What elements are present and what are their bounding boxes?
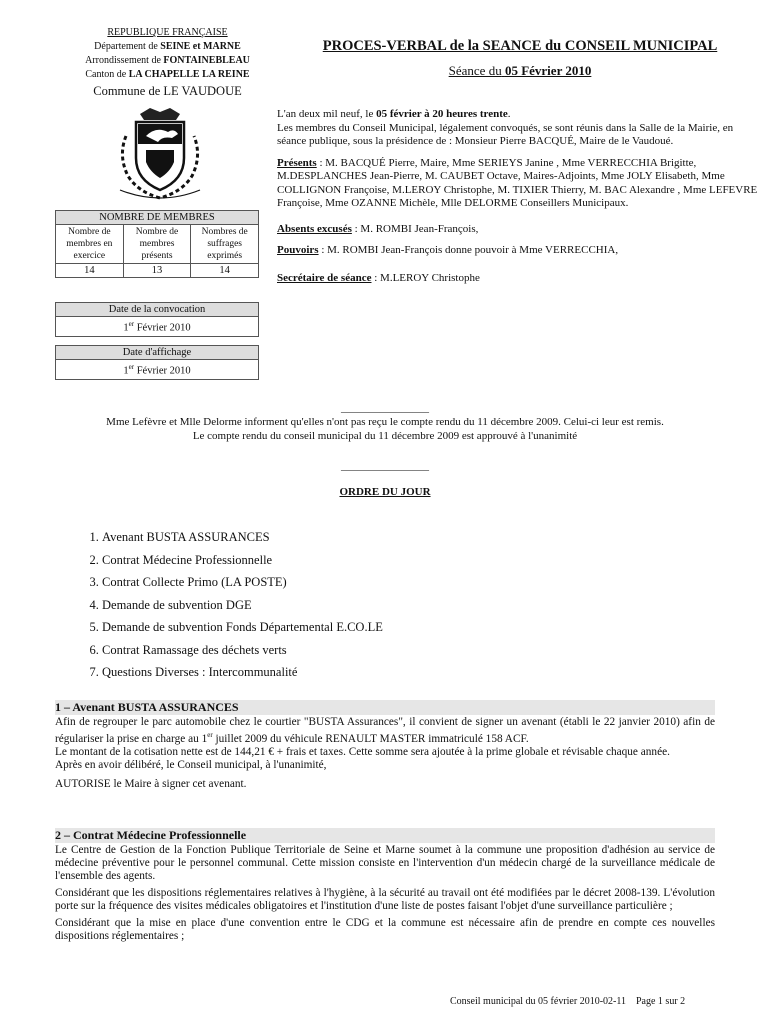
section-2-p3: Considérant que la mise en place d'une convention entre le CDG et la commune est nécessaire afin de prendre en compte ces nouvelles dispositions réglementaires ;: [55, 917, 715, 942]
pouvoirs-paragraph: [277, 244, 762, 258]
intro-line1-b: 05 février à 20 heures trente: [376, 108, 508, 120]
agenda-item: 5. Demande de subvention Fonds Départemental E.CO.LE: [102, 620, 383, 643]
members-val-suffrages: 14: [219, 265, 230, 276]
agenda-item: 7. Questions Diverses : Intercommunalité: [102, 665, 383, 688]
convocation-box: [55, 302, 259, 337]
footer-page-number: Page 1 sur 2: [635, 996, 686, 1007]
canton-label: Canton de: [85, 69, 127, 80]
section-2-p2: Considérant que les dispositions réglementaires relatives à l'hygiène, à la sécurité au travail ont été modifiées par le décret 2008-139. L'évolution porte sur la fréquence des visites médicales obligatoires et l'institution d'une liste de postes faisant l'objet d'une surveillance particulière ;: [55, 887, 715, 912]
commune-value: LE VAUDOUE: [163, 84, 242, 98]
pouvoirs-label: Pouvoirs: [277, 244, 319, 256]
commune-header: [55, 26, 280, 98]
section-avenant-busta: [55, 700, 715, 795]
section-2-p1: Le Centre de Gestion de la Fonction Publique Territoriale de Seine et Marne soumet à la commune une proposition d'adhésion au service de médecine préventive pour le personnel communal. Cette mission consiste en l'intervention d'un médecin chargé de la surveillance médicale de l'ensemble des agents.: [55, 844, 715, 882]
absents-list: : M. ROMBI Jean-François,: [351, 222, 479, 235]
presents-paragraph: [277, 157, 762, 211]
affichage-sup: er: [128, 363, 135, 371]
convocation-rest: Février 2010: [136, 322, 191, 334]
section-1-p4: AUTORISE le Maire à signer cet avenant.: [55, 777, 247, 790]
separator-line-2: ________________: [341, 460, 429, 472]
agenda-item: 6. Contrat Ramassage des déchets verts: [102, 643, 383, 666]
canton-line: [55, 68, 280, 82]
departement-value: SEINE et MARNE: [160, 41, 241, 52]
separator-line: ________________: [341, 402, 429, 414]
secretaire-paragraph: [277, 272, 762, 286]
commune-label: Commune de: [93, 84, 161, 98]
members-val-presents: 13: [124, 264, 192, 277]
secretaire-label: Secrétaire de séance: [277, 271, 372, 284]
coat-of-arms-icon: [112, 106, 208, 204]
section-1-p1-a: Afin de regrouper le parc automobile chez le courtier "BUSTA Assurances", il convient de signer un avenant (établi le 22 janvier 2010) afin de régulariser la prise en charge au 1: [55, 716, 715, 745]
section-1-p3: Après en avoir délibéré, le Conseil municipal, à l'unanimité,: [55, 758, 327, 771]
page-title: PROCES-VERBAL de la SEANCE du CONSEIL MUNICIPAL: [322, 38, 718, 54]
members-table: [55, 210, 259, 278]
agenda-item: 3. Contrat Collecte Primo (LA POSTE): [102, 575, 383, 598]
agenda-item: 2. Contrat Médecine Professionnelle: [102, 553, 383, 576]
footer-left: Conseil municipal du 05 février 2010-02-11: [450, 996, 626, 1007]
seance-date: [290, 63, 750, 79]
arrondissement-line: [55, 54, 280, 68]
secretaire-text: : M.LEROY Christophe: [371, 271, 480, 284]
members-col-exercice: Nombre de membres en exercice: [56, 225, 124, 263]
convocation-sup: er: [128, 320, 135, 328]
seance-date-value: 05 Février 2010: [504, 63, 592, 78]
convocation-date: [56, 317, 258, 336]
ordre-du-jour-heading: ORDRE DU JOUR: [339, 486, 431, 498]
section-medecine-professionnelle: [55, 828, 715, 947]
arrondissement-value: FONTAINEBLEAU: [163, 55, 250, 66]
absents-paragraph: [277, 223, 762, 237]
absents-label: Absents excusés: [277, 222, 352, 235]
compte-rendu-approval: Le compte rendu du conseil municipal du 11 décembre 2009 est approuvé à l'unanimité: [192, 430, 578, 442]
section-1-heading: 1 – Avenant BUSTA ASSURANCES: [55, 700, 715, 715]
seance-date-prefix: Séance du: [448, 63, 502, 78]
affichage-date: [56, 360, 258, 379]
convocation-heading: Date de la convocation: [56, 303, 258, 317]
section-1-p1-sup: er: [207, 731, 213, 739]
members-table-heading: NOMBRE DE MEMBRES: [56, 211, 258, 225]
presents-label: Présents: [277, 156, 317, 169]
presents-list: : M. BACQUÉ Pierre, Maire, Mme SERIEYS Janine , Mme VERRECCHIA Brigitte, M.DESPLANCHES Jean-Pierre, M. CAUBET Octave, Maires-Adjoints, Mme JOLY Elisabeth, Mme COLLIGNON Françoise, M.LEROY Christophe, M. TIXIER Thierry, M. BAC Alexandre , Mme LEFEVRE Françoise, Mme OZANNE Michèle, Mlle DELORME Conseillers Municipaux.: [277, 156, 758, 209]
commune-line: [55, 84, 280, 98]
compte-rendu-remark: Mme Lefèvre et Mlle Delorme informent qu'elles n'ont pas reçu le compte rendu du 11 décembre 2009. Celui-ci leur est remis.: [106, 416, 664, 428]
departement-line: [55, 40, 280, 54]
affichage-rest: Février 2010: [136, 365, 191, 377]
affichage-day: 1: [123, 365, 129, 377]
section-1-p1-b: juillet 2009 du véhicule RENAULT MASTER immatriculé 158 ACF.: [212, 732, 529, 745]
pouvoirs-text: : M. ROMBI Jean-François donne pouvoir à Mme VERRECCHIA,: [318, 244, 619, 256]
arrondissement-label: Arrondissement de: [85, 55, 161, 66]
page-footer: [450, 996, 685, 1007]
members-col-suffrages: Nombres de suffrages exprimés: [201, 227, 248, 261]
agenda-list: [70, 530, 383, 688]
intro-block: [277, 108, 762, 293]
departement-label: Département de: [94, 41, 158, 52]
agenda-item: 4. Demande de subvention DGE: [102, 598, 383, 621]
affichage-heading: Date d'affichage: [56, 346, 258, 360]
intro-line1-c: .: [507, 108, 511, 120]
intro-line1-a: L'an deux mil neuf, le: [277, 108, 374, 120]
section-1-p2: Le montant de la cotisation nette est de 144,21 € + frais et taxes. Cette somme sera ajoutée à la prime globale et révisable chaque année.: [55, 745, 670, 758]
affichage-box: [55, 345, 259, 380]
convocation-day: 1: [123, 322, 129, 334]
canton-value: LA CHAPELLE LA REINE: [128, 69, 250, 80]
intro-line2: Les membres du Conseil Municipal, légalement convoqués, se sont réunis dans la Salle de la Mairie, en séance publique, sous la présidence de : Monsieur Pierre BACQUÉ, Maire de le Vaudoué.: [277, 121, 734, 147]
section-2-heading: 2 – Contrat Médecine Professionnelle: [55, 828, 715, 843]
section-1-p1: [55, 716, 715, 746]
members-col-presents: Nombre de membres présents: [124, 225, 192, 263]
intro-paragraph: [277, 108, 762, 149]
members-val-exercice: 14: [56, 264, 124, 277]
republique-label: REPUBLIQUE FRANÇAISE: [107, 27, 228, 38]
agenda-item: 1. Avenant BUSTA ASSURANCES: [102, 530, 383, 553]
